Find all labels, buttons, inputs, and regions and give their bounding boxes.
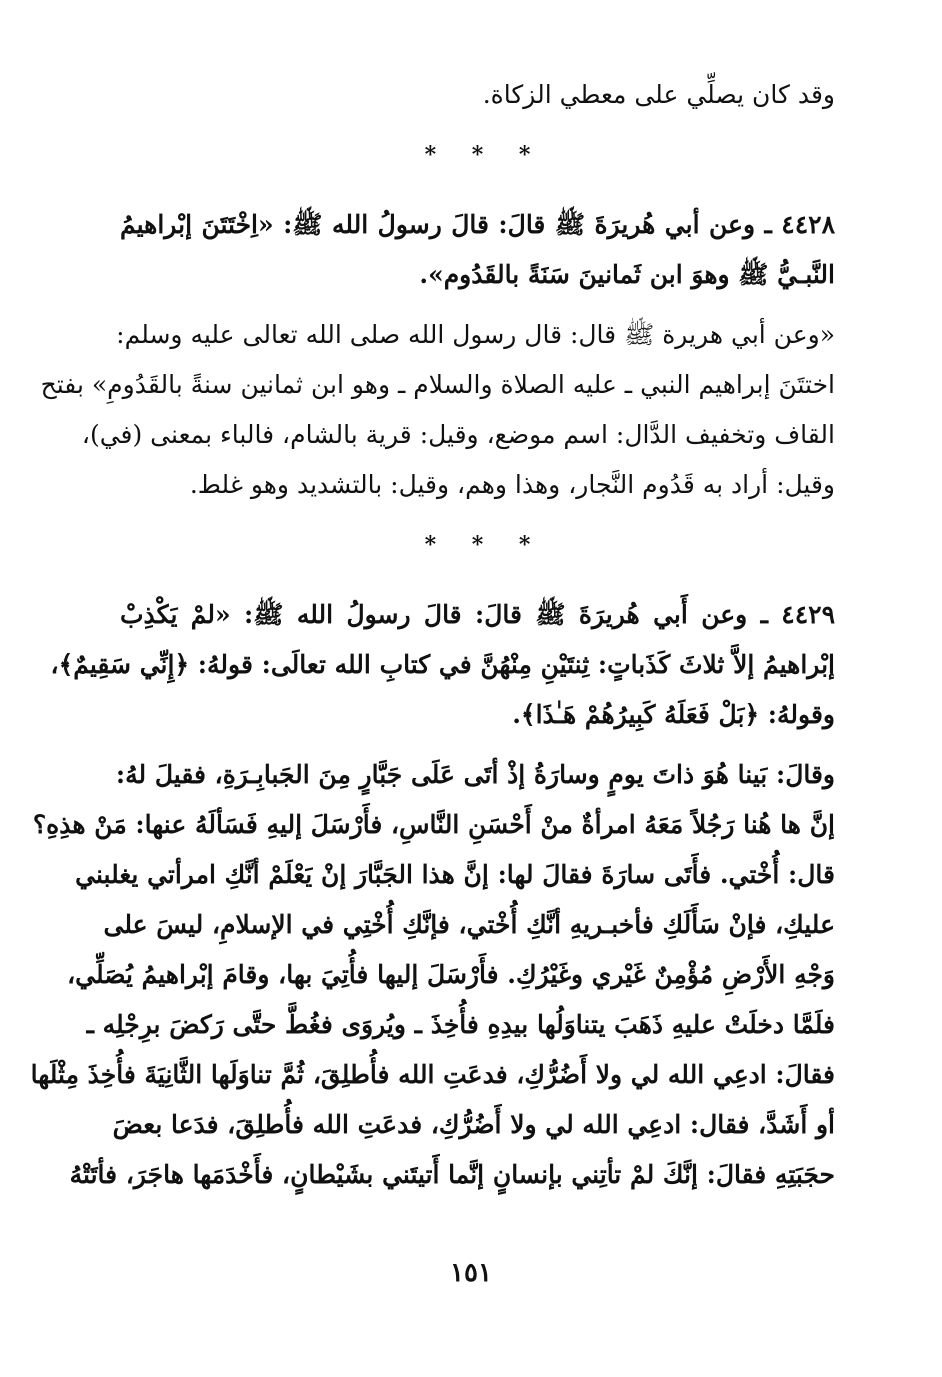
hadith-4428 xyxy=(120,200,835,300)
page-number: ١٥١ xyxy=(450,1258,492,1288)
commentary-line: اختتَنَ إبراهيم النبي ـ عليه الصلاة والسلام ـ وهو ابن ثمانين سنةً بالقَدُومِ» بفتح xyxy=(40,370,835,399)
commentary-line: وقيل: أراد به قَدُوم النَّجار، وهذا وهم، وقيل: بالتشديد وهو غلط. xyxy=(189,470,835,499)
narrative-line: أو أَشَدَّ، فقال: ادعِي الله لي ولا أَضُرُّكِ، فدعَتِ الله فأُطلِقَ، فدَعا بعضَ xyxy=(112,1110,835,1139)
commentary-line: «وعن أبي هريرة ﷺ قال: قال رسول الله صلى الله تعالى عليه وسلم: xyxy=(116,320,835,349)
hadith-4428-line: النَّبـيُّ ﷺ وهوَ ابن ثَمانينَ سَنَةً بالقَدُوم». xyxy=(419,260,835,289)
hadith-4429-line: إبْراهيمُ إلاَّ ثلاثَ كَذَباتٍ: ثِنتَيْنِ مِنْهُنَّ في كتابِ الله تعالَى: قولهُ: ﴿إِنِّي سَقِيمٌ﴾، xyxy=(50,650,835,679)
intro-line: وقد كان يصلِّي على معطي الزكاة. xyxy=(482,80,835,109)
commentary-4428 xyxy=(40,310,835,510)
section-separator: * * * xyxy=(424,142,545,168)
narrative-line: فلَمَّا دخلَتْ عليهِ ذَهَبَ يتناوَلُها بيدِهِ فأُخِذَ ـ ويُروَى فغُطَّ حتَّى رَكضَ برِجْلِه ـ xyxy=(86,1010,835,1039)
narrative-line: عليكِ، فإنْ سَأَلَكِ فأخبـريهِ أنَّكِ أُخْتي، فإنَّكِ أُخْتِي في الإسلامِ، ليسَ على xyxy=(103,910,835,939)
hadith-4429 xyxy=(50,590,835,740)
hadith-4429-line: وقولهُ: ﴿بَلْ فَعَلَهُ كَبِيرُهُمْ هَـٰذَا﴾. xyxy=(512,700,835,729)
narrative-line: حجَبَتِهِ فقالَ: إنَّكَ لمْ تأتِني بإنسانٍ إنَّما أَتيتَني بشَيْطانٍ، فأَخْدَمَها هاجَرَ، فأتَتْهُ xyxy=(69,1160,835,1189)
narrative-line: وقالَ: بَينا هُوَ ذاتَ يومٍ وسارَةُ إذْ أتَى عَلَى جَبَّارٍ مِنَ الجَبابِـرَةِ، فقيلَ لهُ: xyxy=(115,760,835,789)
narrative xyxy=(30,750,835,1200)
narrative-line: إنَّ ها هُنا رَجُلاً مَعَهُ امرأةٌ منْ أَحْسَنِ النَّاسِ، فأَرْسَلَ إليهِ فَسَألَهُ عنها: مَنْ هذِهِ؟ xyxy=(32,810,835,839)
commentary-line: القاف وتخفيف الدَّال: اسم موضع، وقيل: قرية بالشام، فالباء بمعنى (في)، xyxy=(81,420,835,449)
page-body xyxy=(30,70,835,1200)
hadith-4429-line: ٤٤٢٩ ـ وعن أَبي هُريرَةَ ﷺ قالَ: قالَ رسولُ الله ﷺ: «لمْ يَكْذِبْ xyxy=(120,600,835,629)
section-separator: * * * xyxy=(424,532,545,558)
narrative-line: قال: أُخْتي. فأَتَى سارَةَ فقالَ لها: إنَّ هذا الجَبَّارَ إنْ يَعْلَمْ أنَّكِ امرأتي يغلبني xyxy=(75,860,835,889)
hadith-4428-line: ٤٤٢٨ ـ وعن أبي هُريرَةَ ﷺ قالَ: قالَ رسولُ الله ﷺ: «اِخْتَتَنَ إبْراهيمُ xyxy=(120,210,835,239)
narrative-line: وَجْهِ الأَرْضِ مُؤْمِنٌ غَيْري وغَيْرُكِ. فأَرْسَلَ إليها فأُتِيَ بها، وقامَ إبْراهيمُ يُصَلِّي، xyxy=(67,960,835,989)
narrative-line: فقالَ: ادعِي الله لي ولا أَضُرُّكِ، فدعَتِ الله فأُطلِقَ، ثُمَّ تناوَلَها الثَّانِيَةَ فأُخِذَ مِثْلَها xyxy=(30,1060,835,1089)
